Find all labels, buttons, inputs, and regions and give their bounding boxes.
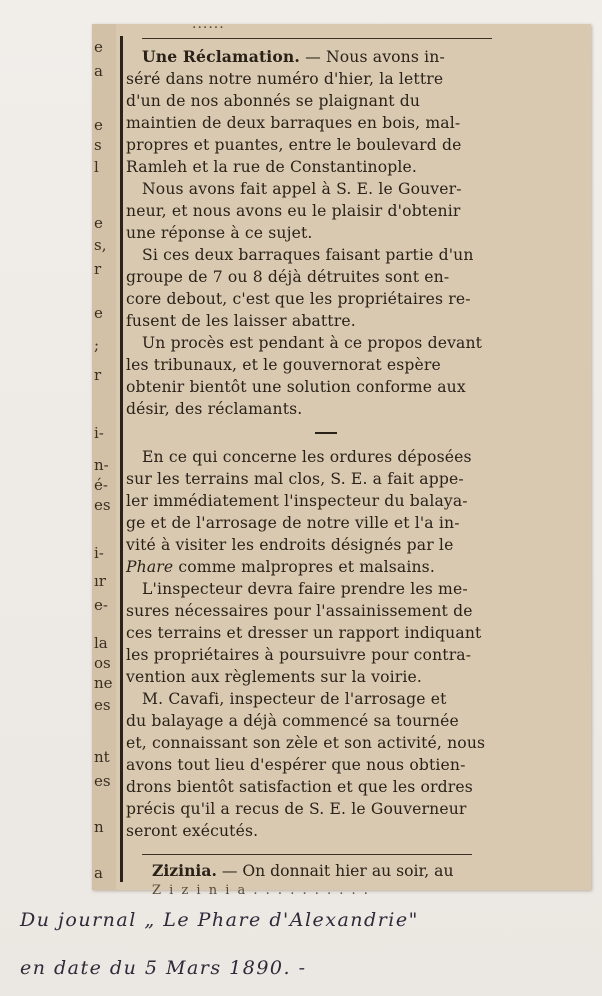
text-line: En ce qui concerne les ordures déposées xyxy=(142,448,472,466)
text-line: vité à visiter les endroits désignés par le xyxy=(126,536,454,554)
paragraph-ordures-1 xyxy=(126,446,569,578)
margin-fragment: e xyxy=(94,38,103,56)
section-separator xyxy=(315,432,337,434)
handwritten-date-line: en date du 5 Mars 1890. - xyxy=(20,957,307,979)
text-line: maintien de deux barraques en bois, mal- xyxy=(126,114,461,132)
margin-fragment: r xyxy=(94,366,102,384)
margin-fragment: la xyxy=(94,634,108,652)
text-line: Nous avons fait appel à S. E. le Gouver- xyxy=(142,180,462,198)
margin-fragment: es xyxy=(94,696,111,714)
text-line: du balayage a déjà commencé sa tournée xyxy=(126,712,459,730)
text-line: propres et puantes, entre le boulevard de xyxy=(126,136,462,154)
text-line: les tribunaux, et le gouvernorat espère xyxy=(126,356,441,374)
text-line: — Nous avons in- xyxy=(300,48,445,66)
margin-fragment: e xyxy=(94,304,103,322)
text-line: et, connaissant son zèle et son activité, nous xyxy=(126,734,486,752)
headword-reclamation: Une Réclamation. xyxy=(142,47,300,66)
handwritten-source-line: Du journal „ Le Phare d'Alexandrie" xyxy=(20,909,419,931)
text-line: Si ces deux barraques faisant partie d'un xyxy=(142,246,474,264)
text-line: les propriétaires à poursuivre pour contra- xyxy=(126,646,472,664)
paragraph-ordures-3 xyxy=(126,688,569,842)
text-line: ler immédiatement l'inspecteur du balaya- xyxy=(126,492,468,510)
text-line: séré dans notre numéro d'hier, la lettre xyxy=(126,70,444,88)
margin-fragment: é- xyxy=(94,476,108,494)
margin-fragment: a xyxy=(94,864,103,882)
text-line: core debout, c'est que les propriétaires re- xyxy=(126,290,471,308)
text-line: Ramleh et la rue de Constantinople. xyxy=(126,158,418,176)
cut-off-line: Z i z i n i a . . . . . . . . . . xyxy=(152,883,370,898)
margin-fragment: r xyxy=(94,260,102,278)
text-line: drons bientôt satisfaction et que les ordres xyxy=(126,778,473,796)
top-cut-text: ...... xyxy=(192,16,225,32)
text-line: fusent de les laisser abattre. xyxy=(126,312,356,330)
paragraph-reclamation-2 xyxy=(126,178,569,244)
margin-fragment: ; xyxy=(94,336,100,354)
column-rule xyxy=(120,36,123,882)
margin-fragment: ne xyxy=(94,674,113,692)
text-line: ge et de l'arrosage de notre ville et l'a in- xyxy=(126,514,460,532)
margin-fragment: i- xyxy=(94,424,104,442)
text-line: comme malpropres et malsains. xyxy=(173,558,435,576)
text-line: groupe de 7 ou 8 déjà détruites sont en- xyxy=(126,268,450,286)
text-line: vention aux règlements sur la voirie. xyxy=(126,668,423,686)
margin-fragment: i- xyxy=(94,544,104,562)
margin-fragment: e xyxy=(94,116,103,134)
text-line: M. Cavafi, inspecteur de l'arrosage et xyxy=(142,690,447,708)
text-line: une réponse à ce sujet. xyxy=(126,224,313,242)
paragraph-reclamation-4 xyxy=(126,332,569,420)
text-line: obtenir bientôt une solution conforme aux xyxy=(126,378,466,396)
margin-fragment: os xyxy=(94,654,111,672)
margin-fragment: es xyxy=(94,772,111,790)
handwritten-note xyxy=(20,896,590,992)
margin-fragment: e xyxy=(94,214,103,232)
text-line: désir, des réclamants. xyxy=(126,400,303,418)
margin-fragment: ır xyxy=(94,572,106,590)
margin-fragment: nt xyxy=(94,748,110,766)
margin-fragment: a xyxy=(94,62,103,80)
text-line: sur les terrains mal clos, S. E. a fait appe- xyxy=(126,470,464,488)
text-line: — On donnait hier au soir, au xyxy=(216,862,454,880)
margin-fragment: e- xyxy=(94,596,108,614)
text-line: d'un de nos abonnés se plaignant du xyxy=(126,92,421,110)
article-body xyxy=(126,46,569,842)
paragraph-reclamation-3 xyxy=(126,244,569,332)
text-line: précis qu'il a recus de S. E. le Gouverneur xyxy=(126,800,467,818)
newspaper-name: Phare xyxy=(126,558,174,576)
paragraph-reclamation-1 xyxy=(126,46,569,178)
text-line: ces terrains et dresser un rapport indiquant xyxy=(126,624,482,642)
bottom-rule xyxy=(142,854,472,855)
newspaper-clipping xyxy=(92,16,591,898)
text-line: Un procès est pendant à ce propos devant xyxy=(142,334,483,352)
text-line: neur, et nous avons eu le plaisir d'obtenir xyxy=(126,202,461,220)
margin-fragment: s xyxy=(94,136,102,154)
margin-fragment: n xyxy=(94,818,104,836)
text-line: seront exécutés. xyxy=(126,822,259,840)
margin-fragment: es xyxy=(94,496,111,514)
paragraph-ordures-2 xyxy=(126,578,569,688)
headword-zizinia: Zizinia. xyxy=(152,861,217,880)
margin-fragment: s, xyxy=(94,236,107,254)
text-line: L'inspecteur devra faire prendre les me- xyxy=(142,580,468,598)
text-line: sures nécessaires pour l'assainissement de xyxy=(126,602,473,620)
margin-fragment: n- xyxy=(94,456,109,474)
next-article-start xyxy=(152,861,453,880)
text-line: avons tout lieu d'espérer que nous obtien- xyxy=(126,756,466,774)
top-rule xyxy=(142,38,492,39)
margin-fragment: l xyxy=(94,158,99,176)
